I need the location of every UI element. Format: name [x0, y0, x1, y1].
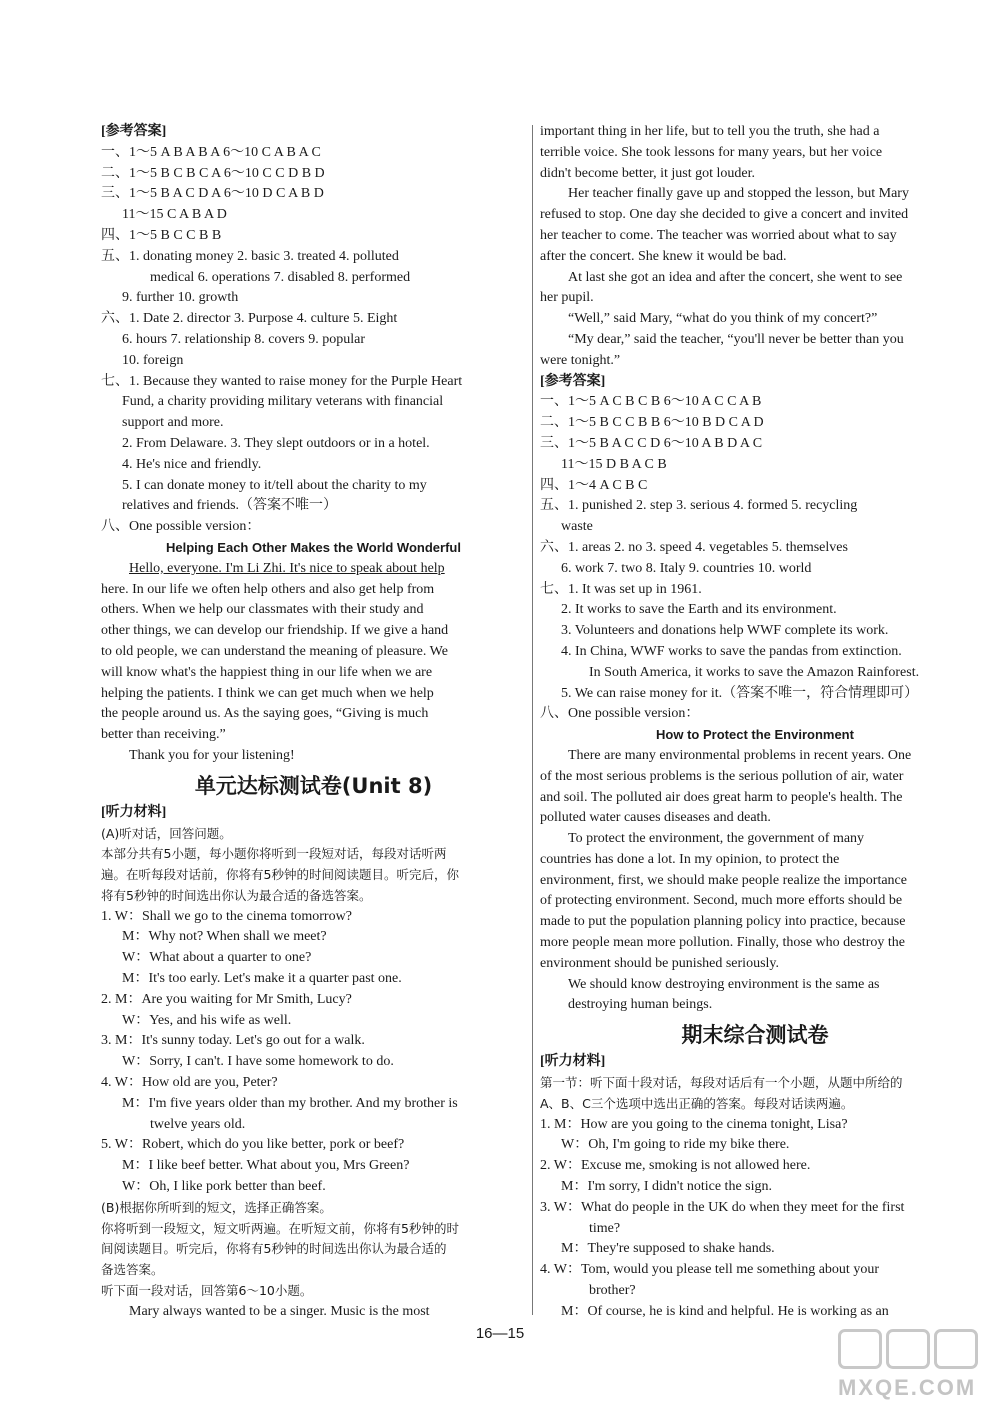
right-column-line: “My dear,” said the teacher, “you'll never be better than you [568, 331, 904, 347]
right-column-line: time? [589, 1220, 621, 1236]
left-column-line: 9. further 10. growth [122, 290, 239, 306]
left-column-line: Hello, everyone. I'm Li Zhi. It's nice to speak about help [129, 560, 445, 576]
left-column-line: helping the patients. I think we can get much when we help [101, 685, 434, 701]
right-column-line: destroying human beings. [568, 997, 713, 1013]
right-column-line: 期末综合测试卷 [681, 1023, 829, 1048]
left-column-line: 11～15 C A B A D [122, 207, 227, 223]
right-column-line: 五、1. punished 2. step 3. serious 4. formed 5. recycling [540, 498, 858, 514]
page-number: 16—15 [475, 1325, 525, 1342]
left-column-line: 4. He's nice and friendly. [122, 456, 262, 472]
left-column-line: M：Why not? When shall we meet? [122, 929, 327, 945]
right-column-line: How to Protect the Environment [656, 727, 854, 743]
left-column [101, 122, 526, 1323]
right-column-line: 第一节：听下面十段对话，每段对话后有一个小题，从题中所给的 [540, 1075, 903, 1091]
left-column-line: 4. W：How old are you, Peter? [101, 1075, 278, 1091]
left-column-line: 六、1. Date 2. director 3. Purpose 4. culture 5. Eight [101, 311, 398, 327]
column-divider [532, 125, 533, 1315]
watermark-box-icon [886, 1329, 930, 1369]
watermark-text: MXQE.COM [838, 1375, 977, 1400]
left-column-line: W：Sorry, I can't. I have some homework to do. [122, 1054, 394, 1070]
left-column-line: the people around us. As the saying goes, “Giving is much [101, 706, 429, 722]
right-column-line: countries has done a lot. In my opinion, to protect the [540, 851, 840, 867]
right-column-line: We should know destroying environment is the same as [568, 976, 880, 992]
right-column-line: 1. M：How are you going to the cinema tonight, Lisa? [540, 1116, 848, 1132]
right-column-line: 三、1～5 B A C C D 6～10 A B D A C [540, 435, 763, 451]
left-column-line: 2. M：Are you waiting for Mr Smith, Lucy? [101, 991, 352, 1007]
right-column-line: didn't become better, it just got louder. [540, 165, 756, 181]
left-column-line: 2. From Delaware. 3. They slept outdoors or in a hotel. [122, 435, 430, 451]
right-column-line: terrible voice. She took lessons for many years, but her voice [540, 144, 883, 160]
left-column-line: Fund, a charity providing military veterans with financial [122, 394, 444, 410]
right-column-line: W：Oh, I'm going to ride my bike there. [561, 1137, 790, 1153]
left-column-line: Helping Each Other Makes the World Wonderful [166, 539, 461, 555]
watermark-logo [838, 1329, 978, 1411]
right-column-line: 5. We can raise money for it.（答案不唯一，符合情理即可） [561, 685, 919, 701]
left-column-line: will know what's the happiest thing in our life when we are [101, 664, 433, 680]
left-column-line: 3. M：It's sunny today. Let's go out for a walk. [101, 1033, 365, 1049]
right-column-line: environment should be punished seriously. [540, 955, 780, 971]
right-column-line: her teacher to come. The teacher was worried about what to say [540, 227, 897, 243]
right-column-line: were tonight.” [540, 352, 621, 368]
left-column-line: 间阅读题目。听完后，你将有5秒钟的时间选出你认为最合适的 [101, 1241, 447, 1257]
right-column-line: 4. W：Tom, would you please tell me something about your [540, 1262, 879, 1278]
right-column-line: 八、One possible version： [540, 706, 700, 722]
left-column-line: 5. W：Robert, which do you like better, pork or beef? [101, 1137, 405, 1153]
right-column-line: 4. In China, WWF works to save the pandas from extinction. [561, 643, 902, 659]
right-column-line: M：I'm sorry, I didn't notice the sign. [561, 1179, 772, 1195]
left-column-line: W：Oh, I like pork better than beef. [122, 1179, 326, 1195]
right-column-line: [参考答案] [540, 373, 606, 389]
left-column-line: 八、One possible version： [101, 519, 261, 535]
left-column-line: other things, we can develop our friendship. If we give a hand [101, 623, 449, 639]
left-column-line: 单元达标测试卷(Unit 8) [194, 773, 433, 798]
left-column-line: [听力材料] [101, 804, 167, 820]
left-column-line: 本部分共有5小题，每小题你将听到一段短对话，每段对话听两 [101, 846, 447, 862]
left-column-line: medical 6. operations 7. disabled 8. performed [150, 269, 411, 285]
left-column-line: 你将听到一段短文，短文听两遍。在听短文前，你将有5秒钟的时 [101, 1220, 459, 1236]
right-column-line: [听力材料] [540, 1054, 606, 1070]
left-column-line: [参考答案] [101, 124, 167, 139]
left-column-line: 6. hours 7. relationship 8. covers 9. popular [122, 331, 366, 347]
right-column-line: 七、1. It was set up in 1961. [540, 581, 702, 597]
left-column-line: here. In our life we often help others and also get help from [101, 581, 435, 597]
left-column-line: twelve years old. [150, 1116, 246, 1132]
left-column-line: W：What about a quarter to one? [122, 950, 312, 966]
right-column-line: 二、1～5 B C C B B 6～10 B D C A D [540, 415, 764, 431]
left-column-line: 四、1～5 B C C B B [101, 227, 222, 243]
right-column-line: her pupil. [540, 290, 594, 306]
left-column-line: 五、1. donating money 2. basic 3. treated 4. polluted [101, 248, 399, 264]
right-column-line: refused to stop. One day she decided to give a concert and invited [540, 207, 909, 223]
right-column-line: of protecting environment. Second, much more efforts should be [540, 893, 903, 909]
left-column-line: 遍。在听每段对话前，你将有5秒钟的时间阅读题目。听完后，你 [101, 867, 459, 883]
left-column-line: 听下面一段对话，回答第6～10小题。 [101, 1283, 313, 1299]
right-column-line: 2. W：Excuse me, smoking is not allowed here. [540, 1158, 811, 1174]
right-column-line: 一、1～5 A C B C B 6～10 A C C A B [540, 394, 762, 410]
left-column-line: others. When we help our classmates with their study and [101, 602, 424, 618]
right-column-line: waste [561, 519, 593, 535]
right-column-line: 3. W：What do people in the UK do when they meet for the first [540, 1199, 905, 1215]
left-column-line: M：I'm five years older than my brother. And my brother is [122, 1095, 458, 1111]
left-column-line: 5. I can donate money to it/tell about the charity to my [122, 477, 427, 493]
left-column-line: M：It's too early. Let's make it a quarter past one. [122, 971, 402, 987]
right-column-line: environment, first, we should make people realize the importance [540, 872, 907, 888]
left-column-line: (B)根据你所听到的短文，选择正确答案。 [101, 1199, 332, 1215]
left-column-line: 1. W：Shall we go to the cinema tomorrow? [101, 908, 352, 924]
right-column-line: To protect the environment, the government of many [568, 831, 865, 847]
right-column-line: 2. It works to save the Earth and its environment. [561, 602, 837, 618]
left-column-line: M：I like beef better. What about you, Mrs Green? [122, 1158, 410, 1174]
right-column-line: 11～15 D B A C B [561, 456, 667, 472]
right-column-line: 3. Volunteers and donations help WWF complete its work. [561, 623, 889, 639]
right-column-line: brother? [589, 1283, 636, 1299]
right-column-line: important thing in her life, but to tell you the truth, she had a [540, 124, 880, 139]
right-column-line: of the most serious problems is the serious pollution of air, water [540, 768, 904, 784]
right-column-line: more people mean more pollution. Finally, those who destroy the [540, 935, 905, 951]
right-column-line: Her teacher finally gave up and stopped the lesson, but Mary [568, 186, 909, 202]
left-column-line: 二、1～5 B C B C A 6～10 C C D B D [101, 165, 325, 181]
right-column-line: polluted water causes diseases and death. [540, 810, 771, 826]
left-column-line: to old people, we can understand the meaning of pleasure. We [101, 643, 448, 659]
right-column-line: At last she got an idea and after the concert, she went to see [568, 269, 903, 285]
right-column-line: “Well,” said Mary, “what do you think of my concert?” [568, 311, 878, 327]
left-column-line: 10. foreign [122, 352, 184, 368]
left-column-line: 一、1～5 A B A B A 6～10 C A B A C [101, 144, 321, 160]
left-column-line: 七、1. Because they wanted to raise money for the Purple Heart [101, 373, 463, 389]
watermark-box-icon [838, 1329, 882, 1369]
right-column-line: after the concert. She knew it would be bad. [540, 248, 787, 264]
left-column-line: Mary always wanted to be a singer. Music is the most [129, 1303, 430, 1319]
left-column-line: 备选答案。 [101, 1262, 164, 1278]
right-column-line: M：They're supposed to shake hands. [561, 1241, 775, 1257]
left-column-line: W：Yes, and his wife as well. [122, 1012, 292, 1028]
left-column-line: support and more. [122, 415, 224, 431]
left-column-line: 将有5秒钟的时间选出你认为最合适的备选答案。 [101, 887, 372, 903]
right-column-line: M：Of course, he is kind and helpful. He is working as an [561, 1303, 889, 1319]
right-column-line: made to put the population planning policy into practice, because [540, 914, 906, 930]
left-column-line: Thank you for your listening! [129, 747, 295, 763]
right-column-line: 6. work 7. two 8. Italy 9. countries 10. world [561, 560, 812, 576]
right-column-line: 六、1. areas 2. no 3. speed 4. vegetables 5. themselves [540, 539, 848, 555]
left-column-line: (A)听对话，回答问题。 [101, 825, 232, 841]
right-column-line: and soil. The polluted air does great harm to people's health. The [540, 789, 903, 805]
right-column-line: A、B、C三个选项中选出正确的答案。每段对话读两遍。 [540, 1095, 854, 1111]
left-column-line: 三、1～5 B A C D A 6～10 D C A B D [101, 186, 324, 202]
watermark-box-icon [934, 1329, 978, 1369]
right-column-line: 四、1～4 A C B C [540, 477, 648, 493]
right-column-line: There are many environmental problems in recent years. One [568, 747, 912, 763]
left-column-line: relatives and friends.（答案不唯一） [122, 498, 338, 514]
left-column-line: better than receiving.” [101, 727, 226, 743]
right-column-line: In South America, it works to save the Amazon Rainforest. [589, 664, 920, 680]
right-column [540, 122, 970, 1323]
